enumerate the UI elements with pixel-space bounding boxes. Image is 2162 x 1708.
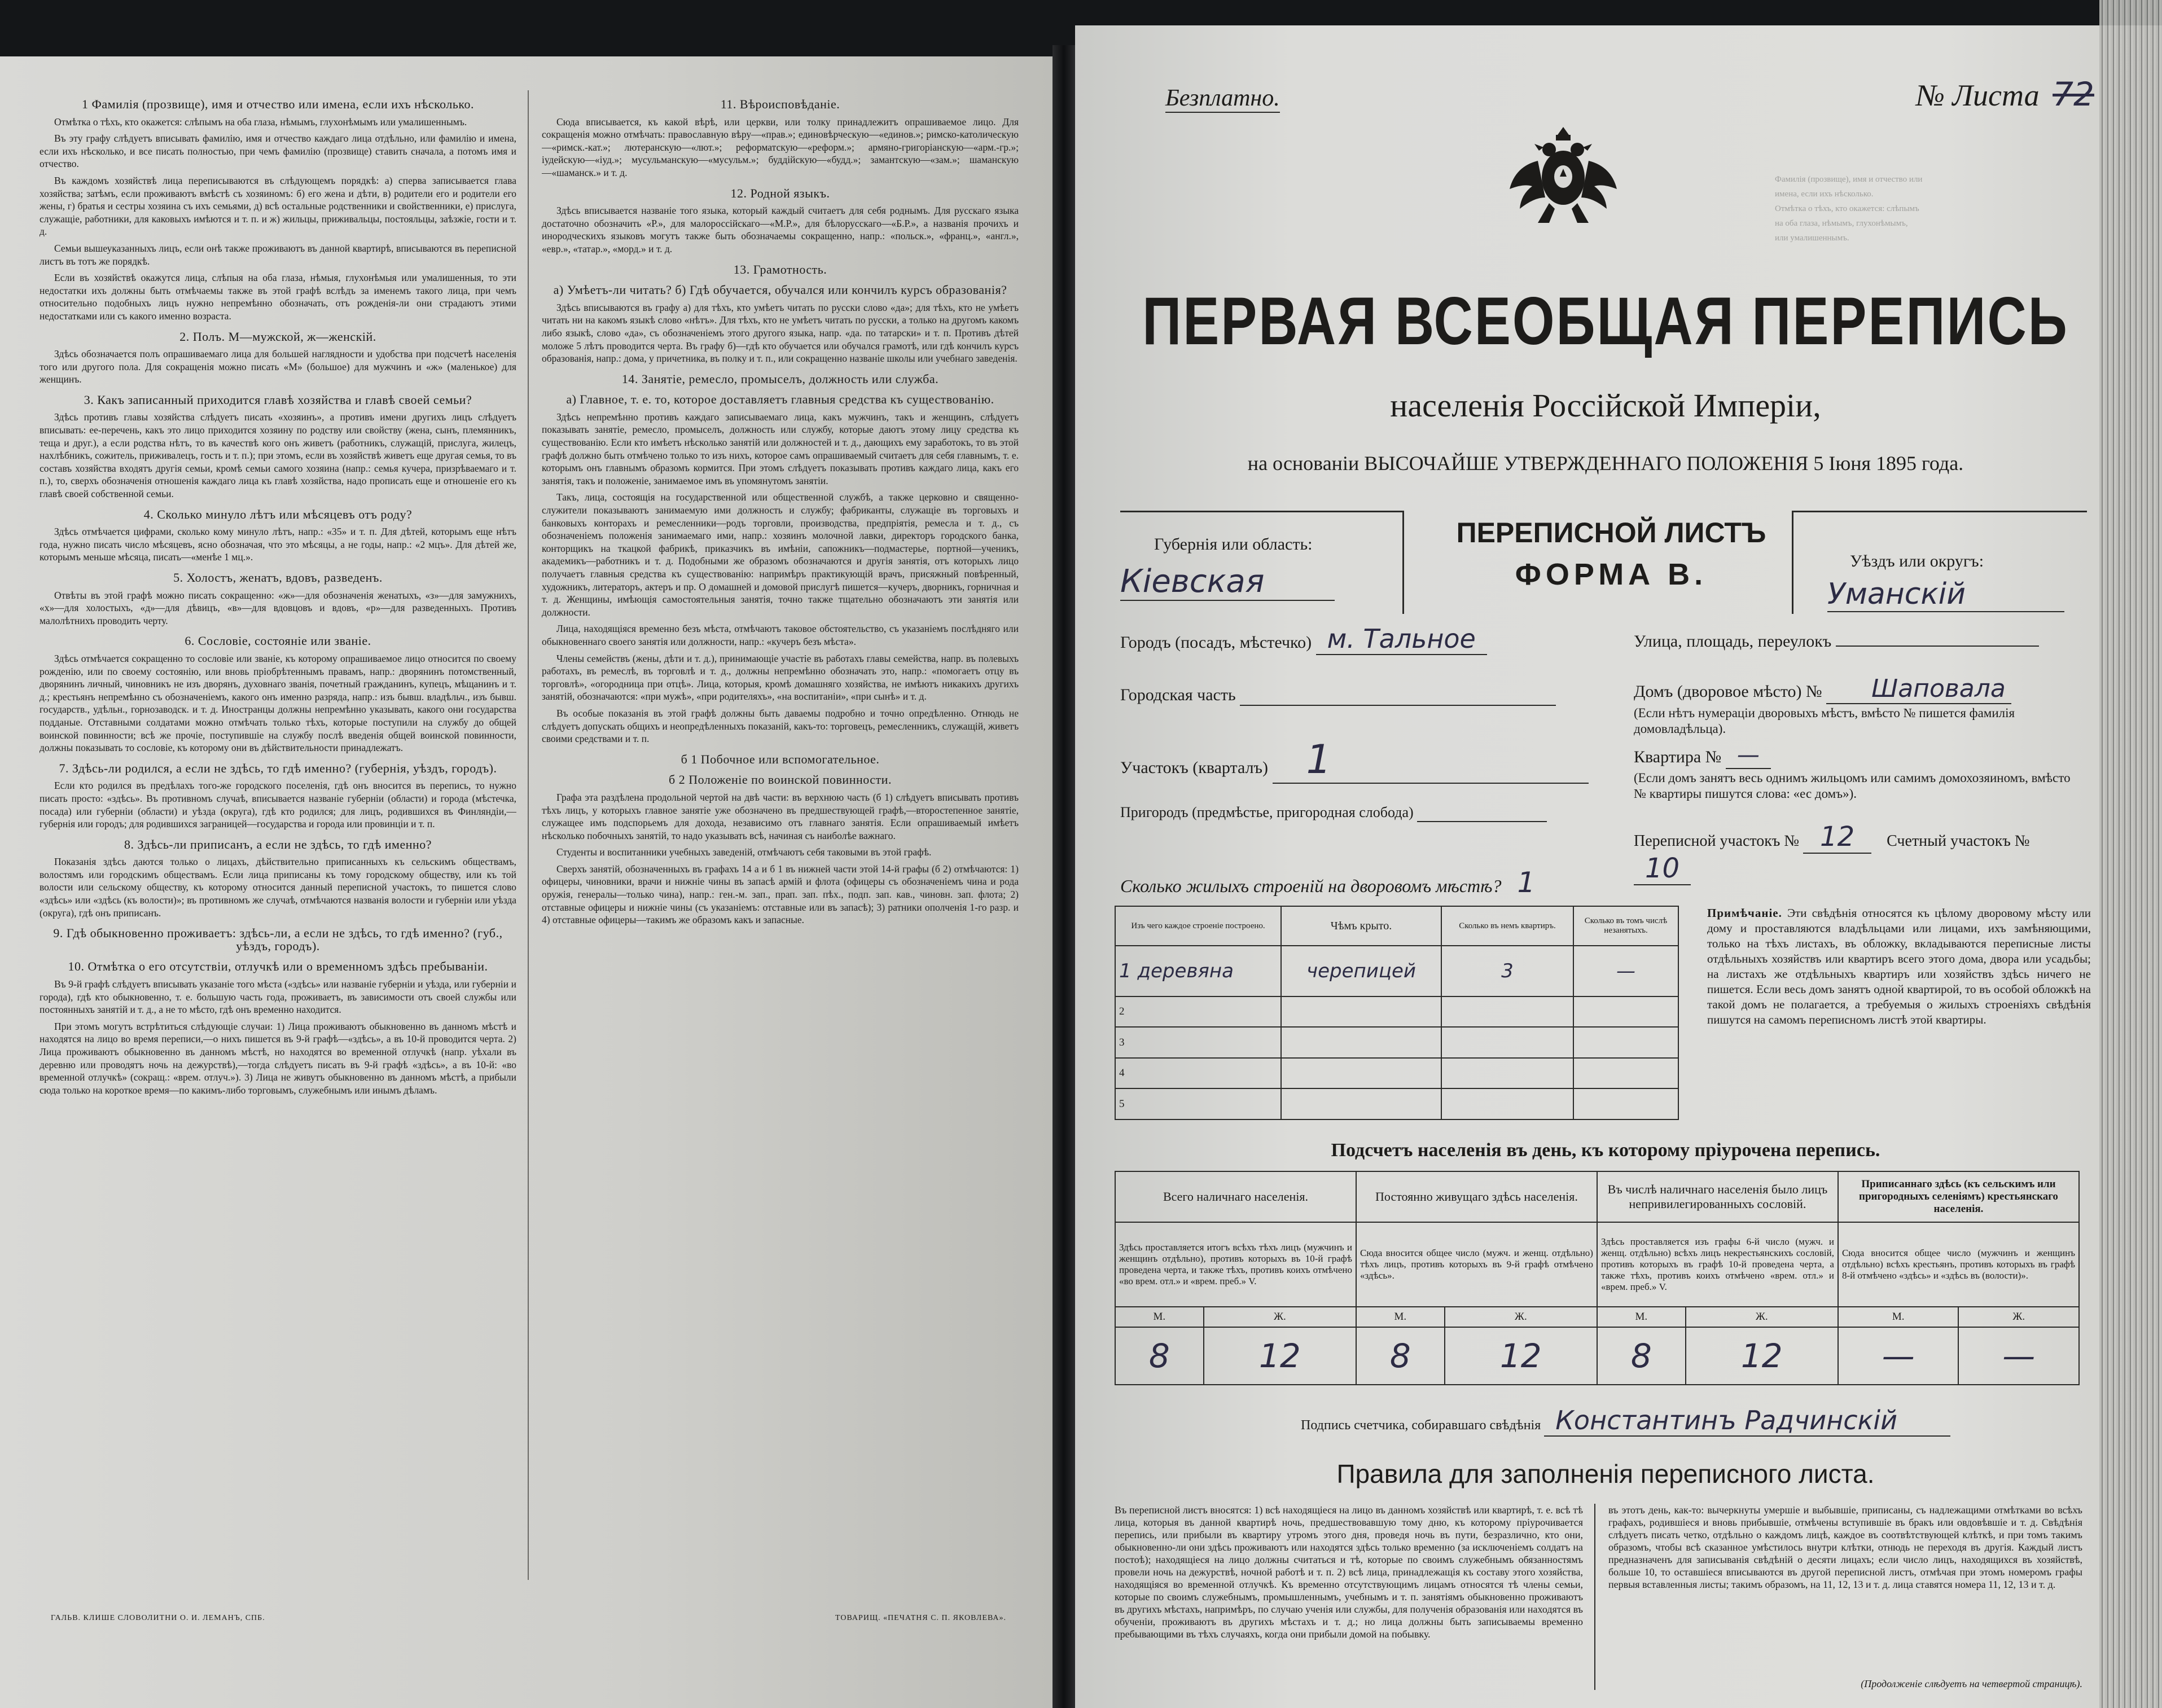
show-through-text <box>1775 172 2091 245</box>
section-heading: 12. Родной языкъ. <box>730 186 830 200</box>
paragraph: Въ эту графу слѣдуетъ вписывать фамилію, имя и отчество каждаго лица отдѣльно, или фамилію и имена, если ихъ нѣсколько, и все писать полностью, при чемъ фамилію (прозвище) ставить сначала, а потомъ имя и отчество. <box>40 133 516 170</box>
double-headed-eagle-emblem <box>1504 110 1622 229</box>
house-row <box>1634 674 2085 737</box>
eagle-icon <box>1504 110 1622 229</box>
col-header: Сколько въ томъ числѣ незанятыхъ. <box>1573 906 1678 946</box>
paper-stack-edge <box>2099 0 2162 1708</box>
left-page-instructions <box>0 56 1053 1708</box>
count-value: 12 <box>1445 1327 1597 1385</box>
uezd-label: Уѣздъ или округъ: <box>1850 552 1984 570</box>
paragraph: Такъ, лица, состоящія на государственной или общественной службѣ, а также церковно и священно-служители показываютъ занимаемую ими должность и службу; фабриканты, служащіе въ торговыхъ и банковыхъ конторахъ и ремесленники—родъ торговли, производства, предпріятія, ремесла и т. д., съ обозначеніемъ положенія занимаемаго ими, напр.: хозяинъ молочной лавки, директоръ городского банка, конторщикъ на ткацкой фабрикѣ, приказчикъ въ имѣніи, сапожникъ—подмастерье, портной—ученикъ, академикъ—работникъ и т. д. Подобными же образомъ обозначаются и другія занятія, отъ которыхъ лицо получаетъ главныя средства къ существованію: напримѣръ практикующій врачъ, присяжный повѣренный, художникъ, литераторъ, актеръ и пр. О домашней и домовой прислугѣ пишется—кучеръ, дворникъ, горничная и т. д. Женщины, имѣющія самостоятельныя занятія, точно также тщательно обозначаютъ эти занятія или должности. <box>542 491 1019 618</box>
section-heading: 11. Вѣроисповѣданіе. <box>720 97 840 111</box>
rules-column-divider <box>1594 1504 1595 1690</box>
sheet-number-label: № Листа <box>1916 78 2040 112</box>
count-values-row <box>1115 1327 2079 1385</box>
count-value: 12 <box>1204 1327 1356 1385</box>
section-heading: 4. Сколько минуло лѣтъ или мѣсяцевъ отъ роду? <box>143 507 413 521</box>
count-header: Приписаннаго здѣсь (къ сельскимъ или пригородныхъ селеніямъ) крестьянскаго населенія. <box>1838 1171 2079 1222</box>
apartment-label: Квартира № <box>1634 748 1722 766</box>
table-cell <box>1441 996 1573 1028</box>
signature-value: Константинъ Радчинскiй <box>1544 1405 1950 1437</box>
table-cell: 1 деревяна <box>1115 946 1281 996</box>
table-row <box>1115 1027 1678 1058</box>
count-value: 8 <box>1356 1327 1445 1385</box>
count-value: 12 <box>1686 1327 1838 1385</box>
buildings-label: Сколько жилыхъ строеній на дворовомъ мѣстѣ? <box>1120 876 1502 896</box>
show-through-line: Фамилія (прозвище), имя и отчество или <box>1775 175 1923 184</box>
column-divider <box>528 90 529 1580</box>
section-heading: 9. Гдѣ обыкновенно проживаетъ: здѣсь-ли, а если не здѣсь, то гдѣ именно? (губ., уѣздъ, городъ). <box>53 926 503 953</box>
section-heading: 8. Здѣсь-ли приписанъ, а если не здѣсь, то гдѣ именно? <box>124 837 432 851</box>
book-gutter <box>1053 45 1075 1708</box>
city-row <box>1120 624 1606 654</box>
section-heading: б 2 Положеніе по воинской повинности. <box>669 772 892 787</box>
city-value: м. Тальное <box>1316 624 1487 655</box>
paragraph: Въ 9-й графѣ слѣдуетъ вписывать указаніе того мѣста («здѣсь» или названіе губерніи и уѣзда, или губерніи и города), гдѣ кто обыкновенно, т. е. большую часть года, проживаетъ, въ зависимости отъ своей службы или постоянныхъ занятій и т. д., а не то мѣсто, гдѣ онъ временно находится. <box>40 978 516 1016</box>
paragraph: Студенты и воспитанники учебныхъ заведеній, отмѣчаютъ себя таковыми въ этой графѣ. <box>556 846 932 858</box>
table-cell <box>1441 1027 1573 1058</box>
paragraph: Отвѣты въ этой графѣ можно писать сокращенно: «ж»—для обозначенія женатыхъ, «з»—для замужнихъ, «х»—для холостыхъ, «д»—для дѣвицъ, «в»—для вдовцовъ и вдовъ, «р»—для разведенныхъ. Противъ малолѣтнихъ проводить черту. <box>40 589 516 626</box>
census-plot-value: 12 <box>1803 821 1871 854</box>
show-through-line: или умалишеннымъ. <box>1775 234 1849 243</box>
male-label: М. <box>1356 1307 1445 1327</box>
section-heading: 10. Отмѣтка о его отсутствіи, отлучкѣ или о временномъ здѣсь пребываніи. <box>68 959 488 974</box>
paragraph: Здѣсь противъ главы хозяйства слѣдуетъ писать «хозяинъ», а противъ имени другихъ лицъ слѣдуетъ вписывать: ее-перечень, какъ это лицо приходится хозяину по родству или свойству (жена, сынъ, племянникъ, теща и друг.), а если родства нѣтъ, то въ качествѣ кого онъ живетъ (работникъ, служащій, прислуга, жилецъ, нахлѣбникъ, сожитель, приживалецъ, гость и т. п.); при этомъ, если въ хозяйствѣ живетъ еще другая семья, то въ составъ хозяйства входятъ другія семьи, кромѣ семьи самого хозяина (напр.: семья кучера, призрѣваемаго и т. п.), то, сверхъ обозначенія отношенія каждаго лица къ главѣ хозяйства, надо прописать еще и отношеніе его къ главѣ своей собственной семьи. <box>40 411 516 500</box>
count-note: Здѣсь проставляется итогъ всѣхъ тѣхъ лицъ (мужчинъ и женщинъ отдѣльно), противъ которыхъ въ 10-й графѣ проведена черта, и также тѣхъ, противъ коихъ отмѣчено «во врем. отл.» и «врем. преб.» V. <box>1115 1222 1356 1307</box>
rules-column-right <box>1608 1504 2082 1701</box>
section-heading: 6. Сословіе, состояніе или званіе. <box>185 634 371 648</box>
section-heading: б 1 Побочное или вспомогательное. <box>681 752 880 766</box>
section-heading: 3. Какъ записанный приходится главѣ хозяйства и главѣ своей семьи? <box>84 392 472 407</box>
paragraph: При этомъ могутъ встрѣтиться слѣдующіе случаи: 1) Лица проживаютъ обыкновенно въ данномъ мѣстѣ и находятся на лицо во время переписи,—о нихъ пишется въ 9-й графѣ—«здѣсь», а въ 10-й проводится черта. 2) Лица проживаютъ обыкновенно въ данномъ мѣстѣ, но находятся во временной отлучкѣ (напр. уѣхали въ деревню или проводятъ ночь на дежурствѣ),—тогда слѣдуетъ писать въ 9-й графѣ «здѣсь», а въ 10-й: «во временной отлучкѣ» (сокращ.: «врем. отлуч.»). 3) Лица не живутъ обыкновенно въ данномъ мѣстѣ, а прибыли сюда только на короткое время—по какимъ-либо торговымъ, служебнымъ или инымъ дѣламъ. <box>40 1020 516 1096</box>
section-heading: 5. Холостъ, женатъ, вдовъ, разведенъ. <box>173 570 383 585</box>
rules-continued-note: (Продолженіе слѣдуетъ на четвертой страницѣ). <box>1861 1678 2082 1689</box>
gubernia-value: Кiевская <box>1120 563 1335 601</box>
paragraph: Семьи вышеуказанныхъ лицъ, если онѣ также проживаютъ въ данной квартирѣ, вписываются въ переписной листъ въ тотъ же порядкѣ. <box>40 242 516 267</box>
part-line <box>1240 686 1556 706</box>
instructions-column-1 <box>40 90 516 1608</box>
count-value: — <box>1838 1327 1959 1385</box>
table-cell: 5 <box>1115 1088 1281 1119</box>
count-note: Сюда вносится общее число (мужчинъ и женщинъ отдѣльно) всѣхъ крестьянъ, противъ которыхъ въ графѣ 8-й отмѣчено «здѣсь» и «здѣсь въ (волости)». <box>1838 1222 2079 1307</box>
table-cell <box>1281 1058 1441 1089</box>
paragraph: Отмѣтка о тѣхъ, кто окажется: слѣпымъ на оба глаза, нѣмымъ, глухонѣмымъ или умалишеннымъ. <box>54 116 467 128</box>
paragraph: Сверхъ занятій, обозначенныхъ въ графахъ 14 а и б 1 въ нижней части этой 14-й графы (б 2) отмѣчаются: 1) офицеры, чиновники, врачи и нижніе чины въ запасѣ армій и флота (офицеры съ обозначеніемъ чина и рода оружія, генералы—только чина), напр.: ген.-м. зап., прап. зап. пѣх., подп. зап. кав., чиновн. зап. флота; 2) отставные офицеры и нижніе чины (съ указаніемъ: отставные или въ запасѣ); 3) ратники ополченія 1-го разр. и 4) отставные офицеры—такимъ же образомъ какъ и запасные. <box>542 863 1019 926</box>
form-subtitle: населенія Россійской Имперіи, <box>1390 387 1821 424</box>
rules-column-left: Въ переписной листъ вносятся: 1) всѣ находящіеся на лицо въ данномъ хозяйствѣ или квартирѣ, т. е. всѣ тѣ лица, которыя въ данной квартирѣ ночь, предшествовавшую тому дню, къ которому пріурочивается перепись, или прибыли въ квартиру утромъ этого дня, проведя ночь въ пути, безразлично, кто они, обыкновенно-ли они здѣсь проживаютъ или находятся здѣсь только временно (за исключеніемъ солдатъ на постоѣ); находящіеся на лицо должны считаться и тѣ, которые по своимъ служебнымъ обязанностямъ провели ночь на дежурствѣ, ночной работѣ и т. п. 2) всѣ лица, принадлежащія къ составу этого хозяйства, находящіяся во временной отлучкѣ. Къ временно отсутствующимъ лицамъ относятся тѣ члены семьи, которые по своимъ служебнымъ, промышленнымъ, учебнымъ и т. п. занятіямъ обыкновенно проживаютъ въ другихъ мѣстахъ, напримѣръ, по случаю ученія или службы, для полученія образованія или находятся въ обученіи, проживаютъ въ другихъ мѣстахъ и т. д.; но лица должны быть записываемы временно пребывающими въ тѣхъ случаяхъ, когда они прибыли домой на побывку. <box>1115 1504 1583 1640</box>
female-label: Ж. <box>1958 1307 2079 1327</box>
part-label: Городская часть <box>1120 686 1236 704</box>
female-label: Ж. <box>1686 1307 1838 1327</box>
section-heading: а) Умѣетъ-ли читать? б) Гдѣ обучается, обучался или кончилъ курсъ образованія? <box>553 283 1007 297</box>
sheet-type-line-2: ФОРМА В. <box>1515 557 1708 591</box>
table-row <box>1115 996 1678 1028</box>
show-through-line: Отмѣтка о тѣхъ, кто окажется: слѣпымъ <box>1775 204 1919 213</box>
suburb-line <box>1417 804 1547 822</box>
census-form-page <box>1075 25 2162 1708</box>
buildings-table-header <box>1115 906 1678 946</box>
street-row <box>1634 632 2085 651</box>
sheet-number-value: 72 <box>2053 75 2094 113</box>
table-cell <box>1573 1058 1678 1089</box>
paragraph: Здѣсь вписывается названіе того языка, который каждый считаетъ для себя роднымъ. Для русскаго языка достаточно обозначить «Р.», для малороссійскаго—«М.Р.», для бѣлорусскаго—«Б.Р.», а названія прочихъ и инородческихъ языковъ могутъ также быть обозначаемы сокращенно, напр.: «польск.», «франц.», «англ.», «евр.», «татар.», «морд.» и т. д. <box>542 205 1019 254</box>
suburb-label: Пригородъ (предмѣстье, пригородная слобода) <box>1120 804 1414 820</box>
population-count-table <box>1115 1171 2080 1385</box>
sex-header-row <box>1115 1307 2079 1327</box>
table-cell <box>1281 1088 1441 1119</box>
note-text: Эти свѣдѣнія относятся къ цѣлому дворовому мѣсту или дому и проставляются владѣльцами или лицами, ихъ замѣняющими, только на тѣхъ листахъ, въ обложку, вкладываются переписные листы отдѣльныхъ хозяйствъ или квартиръ всего этого дома, двора или усадьбы; на листахъ же отдѣльныхъ квартиръ или хозяйствъ здѣсь ничего не пишется. Если весь домъ занятъ одной квартирой, то въ особой обложкѣ на такой домъ не полагается, а требуемыя о жилыхъ строеніяхъ свѣдѣнія пишутся на самомъ переписномъ листѣ этой квартиры. <box>1707 906 2091 1026</box>
paragraph: Здѣсь непремѣнно противъ каждаго записываемаго лица, какъ мужчинъ, такъ и женщинъ, слѣдуетъ показывать занятіе, ремесло, промыселъ, должность или службу, которые даютъ этому лицу средства къ существованію. Если кто имѣетъ нѣсколько занятій или должностей и т. д., дающихъ ему заработокъ, то въ этой графѣ должно быть отмѣчено только то изъ нихъ, которое самъ опрашиваемый считаетъ для себя главнымъ, т. е. которымъ онъ главнымъ образомъ кормится. При этомъ слѣдуетъ показывать противъ каждаго лица, какъ его занятія, такъ и положеніе, занимаемое имъ въ упомянутомъ занятіи. <box>542 411 1019 486</box>
count-value: 8 <box>1115 1327 1204 1385</box>
count-value: 8 <box>1597 1327 1686 1385</box>
table-cell: 4 <box>1115 1058 1281 1089</box>
population-count-title: Подсчетъ населенія въ день, къ которому пріурочена перепись. <box>1331 1140 1880 1161</box>
footer-left-imprint: ГАЛЬВ. КЛИШЕ СЛОВОЛИТНИ О. И. ЛЕМАНЪ, СПБ. <box>51 1614 265 1622</box>
count-table-notes <box>1115 1222 2079 1307</box>
table-cell <box>1281 996 1441 1028</box>
section-heading: 14. Занятіе, ремесло, промыселъ, должность или служба. <box>621 371 939 386</box>
gubernia-box <box>1120 511 1404 614</box>
section-heading: 1 Фамилія (прозвище), имя и отчество или имена, если ихъ нѣсколько. <box>82 97 474 111</box>
gubernia-label: Губернія или область: <box>1154 535 1313 554</box>
count-note: Здѣсь проставляется изъ графы 6-й число (мужч. и женщ. отдѣльно) всѣхъ лицъ некрестьянскихъ сословій, противъ которыхъ въ графѣ 10-й проведена черта, а также тѣхъ, противъ коихъ отмѣчено «врем. отл.» и «врем. преб.» V. <box>1597 1222 1838 1307</box>
section-heading: 2. Полъ. М—мужской, ж—женскій. <box>179 329 376 344</box>
section-heading: 7. Здѣсь-ли родился, а если не здѣсь, то гдѣ именно? (губернія, уѣздъ, городъ). <box>59 761 497 775</box>
paragraph: Въ особые показанія въ этой графѣ должны быть даваемы подробно и точно опредѣленно. Отнюдь не слѣдуетъ допускать общихъ и неопредѣленныхъ показаній, какъ-то: торговецъ, ремесленникъ, служащій, живетъ своими средствами и т. п. <box>542 707 1019 745</box>
male-label: М. <box>1597 1307 1686 1327</box>
section-heading: а) Главное, т. е. то, которое доставляетъ главныя средства къ существованію. <box>566 392 994 407</box>
paragraph: Если въ хозяйствѣ окажутся лица, слѣпыя на оба глаза, нѣмыя, глухонѣмыя или умалишенныя, то эти недостатки ихъ должны быть отмѣчаемы также въ этой графѣ вслѣдъ за именемъ такого лица, при чемъ относительно подобныхъ лицъ нужно непремѣнно обозначать, отъ рожденія-ли они страдаютъ этими недостатками или съ какого именно возраста. <box>40 272 516 322</box>
paragraph: Здѣсь обозначается полъ опрашиваемаго лица для большей наглядности и удобства при подсчетѣ населенія того или другого пола. Для сокращенія можно писать «М» (большое) для мужчинъ и «ж» (маленькое) для женщинъ. <box>40 348 516 385</box>
table-cell: 3 <box>1441 946 1573 996</box>
free-of-charge-label: Безплатно. <box>1165 85 1280 113</box>
signature-row <box>1301 1405 2080 1437</box>
show-through-line: имена, если ихъ нѣсколько. <box>1775 190 1874 199</box>
legal-basis: на основаніи ВЫСОЧАЙШЕ УТВЕРЖДЕННАГО ПОЛОЖЕНІЯ 5 Іюня 1895 года. <box>1247 452 1964 475</box>
paragraph: Графа эта раздѣлена продольной чертой на двѣ части: въ верхнюю часть (б 1) слѣдуетъ вписывать противъ тѣхъ лицъ, у которыхъ главное занятіе уже обозначено въ предшествующей графѣ,—второстепенное занятіе, служащее имъ подспорьемъ для дохода, независимо отъ главнаго занятія. Если опрашиваемый имѣетъ нѣсколько побочныхъ занятій, то надо указывать всѣ, начиная съ наиболѣе важнаго. <box>542 791 1019 841</box>
buildings-value: 1 <box>1517 866 1536 899</box>
count-plot-value: 10 <box>1634 853 1691 885</box>
paragraph: Здѣсь вписываются въ графу а) для тѣхъ, кто умѣетъ читать по русски слово «да»; для тѣхъ, кто не умѣетъ читать ни на какомъ языкѣ слово «нѣтъ». Для тѣхъ, кто не умѣетъ читать по русски, а только на другомъ какомъ либо языкѣ, слово «да», съ обозначеніемъ этого другого языка, напр. «да. по татарски» и т. п. Противъ дѣтей моложе 5 лѣтъ проводится черта. Въ графу б)—гдѣ кто обучается или обучался грамотѣ, или гдѣ кончилъ курсъ образованія, напр.: дома, у причетника, въ полку и т. п., или сокращенно названіе школы или учебнаго заведенія. <box>542 301 1019 365</box>
paragraph: Здѣсь отмѣчается цифрами, сколько кому минуло лѣтъ, напр.: «35» и т. п. Для дѣтей, которымъ еще нѣтъ года, нужно писать число мѣсяцевъ, ясно обозначая, что это мѣсяцы, а не годы, напр.: «2 мцъ». Для дѣтей же, которымъ меньше мѣсяца, писать—«менѣе 1 мц.». <box>40 526 516 563</box>
count-note: Сюда вносится общее число (мужч. и женщ. отдѣльно) тѣхъ лицъ, противъ которыхъ въ 9-й графѣ отмѣчено «здѣсь». <box>1356 1222 1597 1307</box>
form-title: ПЕРВАЯ ВСЕОБЩАЯ ПЕРЕПИСЬ <box>1142 283 2069 359</box>
paragraph: Показанія здѣсь даются только о лицахъ, дѣйствительно приписанныхъ къ сельскимъ обществамъ, волостямъ или городскимъ обществамъ. Если лица приписаны къ тому городскому обществу, или къ той волости или сельскому обществу, къ которому относится данный переписной участокъ, то пишется слово «здѣсь» или «здѣсь (къ волости)»; въ противномъ же случаѣ, отмѣчаются названія волости и губерніи или уѣзда (округа), гдѣ онъ приписанъ. <box>40 856 516 919</box>
apartment-row <box>1634 742 2085 802</box>
uezd-value: Уманскiй <box>1827 577 2064 612</box>
count-value: — <box>1958 1327 2079 1385</box>
table-row <box>1115 946 1678 996</box>
instructions-column-2 <box>542 90 1019 1608</box>
uezd-box <box>1792 511 2087 614</box>
paragraph: Сюда вписывается, къ какой вѣрѣ, или церкви, или толку принадлежитъ опрашиваемое лицо. Для сокращенія можно отмѣчать: православную вѣру—«прав.»; единовѣрческую—«единов.»; римско-католическую—«римск.-кат.»; лютеранскую—«лют.»; реформатскую—«реформ.»; армяно-григоріанскую—«арм.-гр.»; іудейскую—«іуд.»; мусульманскую—«мусульм.»; буддійскую—«будд.»; замантскую—«зам.»; шаманскую—«шаманск.» и т. д. <box>542 116 1019 178</box>
paragraph: Если кто родился въ предѣлахъ того-же городского поселенія, гдѣ онъ вносится въ перепись, то нужно писать просто: «здѣсь». Въ противномъ случаѣ, вписывается названіе губерніи (области) и города (мѣстечка, посада) или губерніи (области) и уѣзда (округа), гдѣ кто родился; для лицъ, родившихся въ Финляндіи,—губернія или городъ; для родившихся заграницей—государства и города или провинціи и т. п. <box>40 780 516 830</box>
table-cell: — <box>1573 946 1678 996</box>
census-plot-label: Переписной участокъ № <box>1634 832 1800 850</box>
table-row <box>1115 1088 1678 1119</box>
city-label: Городъ (посадъ, мѣстечко) <box>1120 633 1312 652</box>
paragraph: Лица, находящіяся временно безъ мѣста, отмѣчаютъ таковое обстоятельство, съ указаніемъ послѣдняго или обыкновеннаго своего занятія или должности, напр.: «кучеръ безъ мѣста». <box>542 623 1019 647</box>
sheet-type-title <box>1414 516 1809 592</box>
note-title: Примѣчаніе. <box>1707 906 1782 920</box>
district-row <box>1120 736 1606 784</box>
table-cell: черепицей <box>1281 946 1441 996</box>
part-row <box>1120 686 1606 706</box>
count-header: Въ числѣ наличнаго населенія было лицъ непривилегированныхъ сословій. <box>1597 1171 1838 1222</box>
section-heading: 13. Грамотность. <box>733 262 827 276</box>
suburb-row <box>1120 804 1606 822</box>
table-cell <box>1573 1088 1678 1119</box>
house-label: Домъ (дворовое мѣсто) № <box>1634 682 1822 701</box>
table-cell: 3 <box>1115 1027 1281 1058</box>
table-cell: 2 <box>1115 996 1281 1028</box>
col-header: Сколько въ немъ квартиръ. <box>1441 906 1573 946</box>
district-value: 1 <box>1273 736 1589 784</box>
count-header: Постоянно живущаго здѣсь населенія. <box>1356 1171 1597 1222</box>
table-cell <box>1441 1058 1573 1089</box>
sheet-number <box>1916 75 2094 113</box>
table-row <box>1115 1058 1678 1089</box>
paragraph: Члены семействъ (жены, дѣти и т. д.), принимающіе участіе въ работахъ главы семейства, напр. въ полевыхъ работахъ, въ ремеслѣ, въ торговлѣ и т. д., должны непремѣнно обозначать это, напр.: «помогаетъ отцу въ торговлѣ», «огородница при отцѣ». Лица, которыя, кромѣ домашняго хозяйства, не имѣютъ никакихъ другихъ занятій, обозначаются: «при мужѣ», «при родителяхъ», «на воспитаніи», «при сынѣ» и т. д. <box>542 652 1019 702</box>
buildings-table <box>1115 906 1679 1120</box>
rules-title: Правила для заполненія переписного листа. <box>1336 1459 1875 1489</box>
street-line <box>1836 646 2039 647</box>
paragraph: Въ каждомъ хозяйствѣ лица переписываются въ слѣдующемъ порядкѣ: а) сперва записывается глава хозяйства; затѣмъ, если проживаютъ вмѣстѣ съ хозяиномъ: б) его жена и дѣти, в) родители его и родители его жены, г) братья и сестры хозяина съ ихъ семьями, д) всѣ остальные родственники и свойственники, е) прислуга, служащіе, работники, для каковыхъ имѣются и т. п. и ж) жильцы, приживальцы, постояльцы, заѣзжіе, гости и т. д. <box>40 174 516 238</box>
table-cell <box>1573 996 1678 1028</box>
table-cell <box>1573 1027 1678 1058</box>
rules-right-text: въ этотъ день, как-то: вычеркнуты умершіе и выбывшіе, приписаны, съ надлежащими отмѣтками во всѣхъ графахъ, родившіеся и вновь прибывшіе, отмѣчены вступившіе въ бракъ или овдовѣвшіе и т. д. Свѣдѣнія слѣдуетъ писать четко, отдѣльно о каждомъ лицѣ, каждое въ соотвѣтствующей клѣткѣ, и при томъ такимъ образомъ, чтобы всѣ сказанное умѣстилось внутри клѣтки, отнюдь не переходя въ другія. Каждый листъ предназначенъ для записыванія свѣдѣній о десяти лицахъ; если число лицъ, находящихся въ хозяйствѣ, больше 10, то оставшіеся вписываются въ другой переписной листъ, отмѣчая при этомъ номеромъ графы первыя вставленныя листы; такимъ образомъ, на 11, 12, 13 и т. д. лица ставятся номера 11, 12, 13 и т. д. <box>1608 1504 2082 1590</box>
show-through-line: на оба глаза, нѣмымъ, глухонѣмымъ, <box>1775 219 1908 228</box>
col-header: Чѣмъ крыто. <box>1281 906 1441 946</box>
district-label: Участокъ (кварталъ) <box>1120 758 1269 777</box>
buildings-row <box>1120 866 1741 899</box>
house-note: (Если нѣтъ нумераціи дворовыхъ мѣстъ, вмѣсто № пишется фамилія домовладѣльца). <box>1634 706 2015 736</box>
male-label: М. <box>1115 1307 1204 1327</box>
count-plot-label: Счетный участокъ № <box>1887 832 2030 850</box>
house-value: Шаповала <box>1826 674 2011 704</box>
table-cell <box>1281 1027 1441 1058</box>
sheet-type-line-1: ПЕРЕПИСНОЙ ЛИСТЪ <box>1456 517 1766 548</box>
street-label: Улица, площадь, переулокъ <box>1634 632 1832 651</box>
female-label: Ж. <box>1445 1307 1597 1327</box>
col-header: Изъ чего каждое строеніе построено. <box>1115 906 1281 946</box>
count-header: Всего наличнаго населенія. <box>1115 1171 1356 1222</box>
buildings-note <box>1707 906 2091 1028</box>
apartment-note: (Если домъ занятъ весь однимъ жильцомъ или самимъ домохозяиномъ, вмѣсто № квартиры пишутся слова: «ес домъ»). <box>1634 771 2071 801</box>
signature-label: Подпись счетчика, собиравшаго свѣдѣнія <box>1301 1418 1541 1433</box>
male-label: М. <box>1838 1307 1959 1327</box>
female-label: Ж. <box>1204 1307 1356 1327</box>
apartment-value: — <box>1726 742 1771 769</box>
paragraph: Здѣсь отмѣчается сокращенно то сословіе или званіе, къ которому опрашиваемое лицо относится по своему рожденію, или по своему состоянію, или вновь пріобрѣтеннымъ правамъ, напр.: дворянинъ потомственный, дворянинъ личный, чиновникъ не изъ дворянъ, духовнаго званія, почетный гражданинъ, купецъ, мѣщанинъ и т. д.; крестьянъ непремѣнно съ обозначеніемъ, какого онъ именно разряда, напр.: изъ бывш. владѣльч., изъ бывш. государств., удѣльн., горнозаводск. и т. д. Иностранцы должны непремѣнно указывать, какого они государства подданые. Отставными солдатами можно отмѣчать только тѣхъ, которые поступили на службу до общей воинской повинности; всѣ же прочіе, поступившіе на службу послѣ введенія общей воинской повинности, должны показывать то сословіе, къ которому они въ дѣйствительности принадлежатъ. <box>40 652 516 754</box>
count-table-header <box>1115 1171 2079 1222</box>
footer-right-imprint: ТОВАРИЩ. «ПЕЧАТНЯ С. П. ЯКОВЛЕВА». <box>835 1614 1007 1622</box>
table-cell <box>1441 1088 1573 1119</box>
